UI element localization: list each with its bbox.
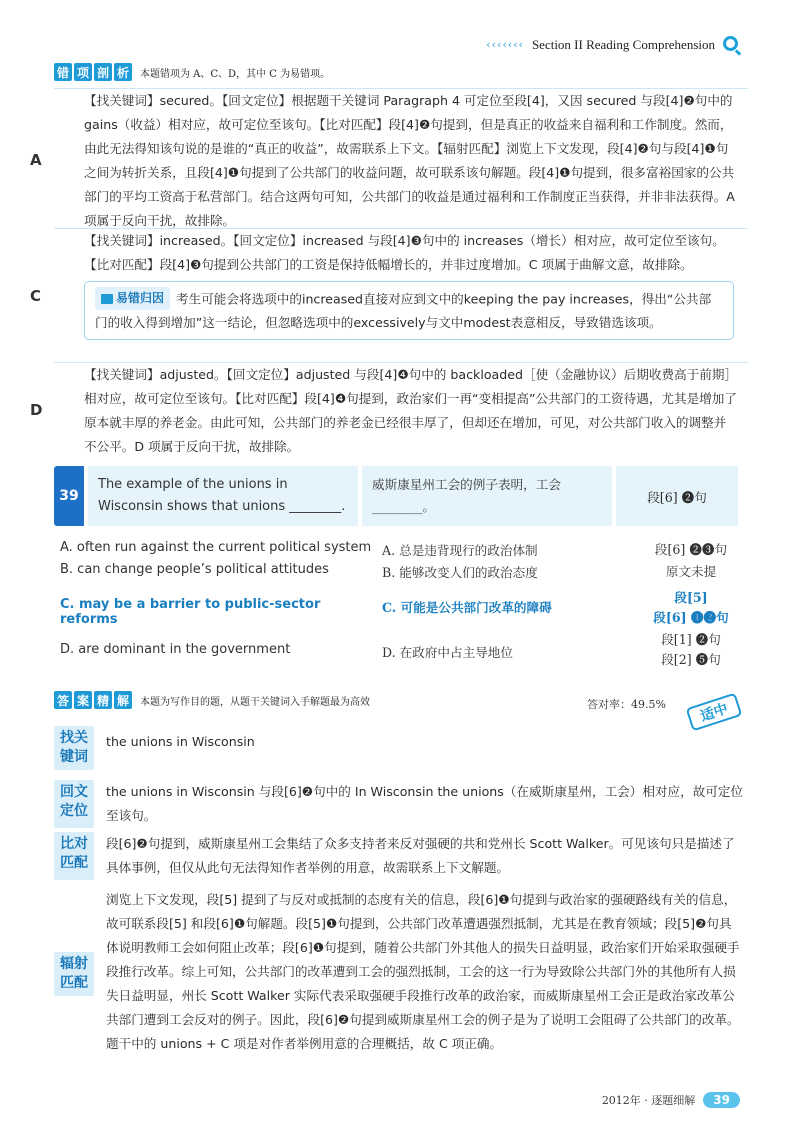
option-letter: A xyxy=(30,151,42,169)
label-tile: 案 xyxy=(74,691,92,709)
error-analysis-header xyxy=(54,63,330,81)
analysis-block-c xyxy=(30,228,748,344)
pitfall-tag-label: 易错归因 xyxy=(116,291,165,305)
question-location: 段[6] ❷句 xyxy=(616,466,738,526)
option-cn: C. 可能是公共部门改革的障碍 xyxy=(382,600,552,615)
answer-header xyxy=(54,691,370,709)
label-tile: 精 xyxy=(94,691,112,709)
label-tile: 错 xyxy=(54,63,72,81)
step-compare xyxy=(54,832,744,880)
step-body: 浏览上下文发现，段[5] 提到了与反对或抵制的态度有关的信息，段[6]❶句提到与政治家的强硬路线有关的信息，故可联系段[5] 和段[6]❶句解题。段[5]❶句提到，公共部门改革遭遇强烈抵制，尤其是在教育领域；段[5]❷句具体说明教师工会如何阻止改革；段[6]❶句提到，随着公共部门外其他人的损失日益明显，政治家们开始采取强硬手段推行改革。综上可知，公共部门的改革遭到工会的强烈抵制，工会的这一行为导致除公共部门外的其他所有人损失日益明显，州长 Scott Walker 实际代表采取强硬手段推行改革的政治家，而威斯康星州工会正是政治家改革公共部门遭到工会反对的例子。因此，段[6]❷句提到威斯康星州工会的例子是为了说明工会阻碍了公共部门的改革。题干中的 unions + C 项是对作者举例用意的合理概括，故 C 项正确。 xyxy=(106,892,740,1051)
label-tile: 析 xyxy=(114,63,132,81)
arrow-decoration: ‹‹‹‹‹‹‹ xyxy=(486,38,524,51)
label-tile: 项 xyxy=(74,63,92,81)
step-body: the unions in Wisconsin 与段[6]❷句中的 In Wisconsin the unions（在威斯康星州，工会）相对应，故可定位至该句。 xyxy=(106,784,744,823)
step-label: 找关 键词 xyxy=(54,726,94,770)
option-letter: C xyxy=(30,287,42,305)
step-label: 辐射 匹配 xyxy=(54,952,94,996)
footer-text: 2012年 · 逐题细解 xyxy=(601,1094,696,1107)
label-tile: 剖 xyxy=(94,63,112,81)
page-footer xyxy=(602,1092,740,1108)
search-icon[interactable] xyxy=(723,36,740,53)
pitfall-box xyxy=(84,281,734,340)
label-tile: 解 xyxy=(114,691,132,709)
option-row-c xyxy=(60,588,740,628)
option-location: 段[6] ❷❸句 xyxy=(654,542,728,557)
page-number: 39 xyxy=(703,1092,740,1108)
analysis-block-a xyxy=(30,88,748,233)
flag-icon xyxy=(101,294,113,304)
analysis-block-d xyxy=(30,362,748,459)
step-label: 回文 定位 xyxy=(54,780,94,828)
option-en: D. are dominant in the government xyxy=(60,642,291,657)
option-cn: D. 在政府中占主导地位 xyxy=(382,645,513,660)
option-letter: D xyxy=(30,401,43,419)
step-body: 段[6]❷句提到，威斯康星州工会集结了众多支持者来反对强硬的共和党州长 Scott Walker。可见该句只是描述了具体事例，但仅从此句无法得知作者举例的用意，故需联系上下文解题。 xyxy=(106,836,735,875)
analysis-text: 【找关键词】increased。【回文定位】increased 与段[4]❸句中的 increases（增长）相对应，故可定位至该句。【比对匹配】段[4]❸句提到公共部门的工资是保持低幅增长的，并非过度增加。C 项属于曲解文意，故排除。 xyxy=(84,233,725,272)
option-cn: A. 总是违背现行的政治体制 xyxy=(382,543,538,558)
difficulty-stamp: 适中 xyxy=(686,693,743,732)
option-location: 段[1] ❷句 段[2] ❺句 xyxy=(661,632,721,667)
option-en: C. may be a barrier to public-sector reforms xyxy=(60,597,321,627)
step-radiate xyxy=(54,888,744,1056)
option-en: A. often run against the current political system xyxy=(60,540,372,555)
question-number: 39 xyxy=(54,466,84,526)
section-title: Section II Reading Comprehension xyxy=(531,36,715,52)
answer-note: 本题为写作目的题，从题干关键词入手解题最为高效 xyxy=(140,696,370,708)
step-locate xyxy=(54,780,744,828)
option-location: 段[5] 段[6] ❶❷句 xyxy=(653,590,729,625)
step-label: 比对 匹配 xyxy=(54,832,94,880)
pitfall-tag xyxy=(95,287,170,310)
question-stem-en: The example of the unions in Wisconsin shows that unions ________. xyxy=(88,466,358,526)
option-location: 原文未提 xyxy=(665,564,717,579)
page-header xyxy=(486,36,740,53)
label-tile: 答 xyxy=(54,691,72,709)
option-cn: B. 能够改变人们的政治态度 xyxy=(382,565,538,580)
step-body: the unions in Wisconsin xyxy=(106,734,255,749)
analysis-text: 【找关键词】adjusted。【回文定位】adjusted 与段[4]❹句中的 backloaded［使（金融协议）后期收费高于前期］相对应，故可定位至该句。【比对匹配】段[4]❹句提到，政治家们一再“变相提高”公共部门的工资待遇，尤其是增加了原本就丰厚的养老金。由此可知，公共部门的养老金已经很丰厚了，但却还在增加，可见，对公共部门收入的调整并不公平。D 项属于反向干扰，故排除。 xyxy=(84,367,738,454)
option-row-a xyxy=(60,540,740,560)
correct-rate: 答对率：49.5% xyxy=(587,698,666,711)
option-row-d xyxy=(60,630,740,670)
error-analysis-note: 本题错项为 A、C、D，其中 C 为易错项。 xyxy=(140,68,331,80)
step-find-keyword xyxy=(54,726,744,770)
option-en: B. can change people’s political attitudes xyxy=(60,562,329,577)
pitfall-text: 考生可能会将选项中的increased直接对应到文中的keeping the pay increases，得出“公共部门的收入得到增加”这一结论，但忽略选项中的excessively与文中modest表意相反，导致错选该项。 xyxy=(95,291,712,330)
question-stem-cn: 威斯康星州工会的例子表明，工会________。 xyxy=(362,466,612,526)
option-row-b xyxy=(60,562,740,582)
analysis-text: 【找关键词】secured。【回文定位】根据题干关键词 Paragraph 4 可定位至段[4]，又因 secured 与段[4]❷句中的 gains（收益）相对应，故可定位至该句。【比对匹配】段[4]❷句提到，但是真正的收益来自福利和工作制度。然而，由此无法得知该句说的是谁的“真正的收益”，故需联系上下文。【辐射匹配】浏览上下文发现，段[4]❷句与段[4]❶句之间为转折关系，且段[4]❶句提到了公共部门的收益问题，故可联系该句解题。段[4]❶句提到，很多富裕国家的公共部门的平均工资高于私营部门。结合这两句可知，公共部门的收益是通过福利和工作制度正当获得，并非非法获得。A 项属于反向干扰，故排除。 xyxy=(84,93,735,228)
question-box xyxy=(54,466,738,526)
